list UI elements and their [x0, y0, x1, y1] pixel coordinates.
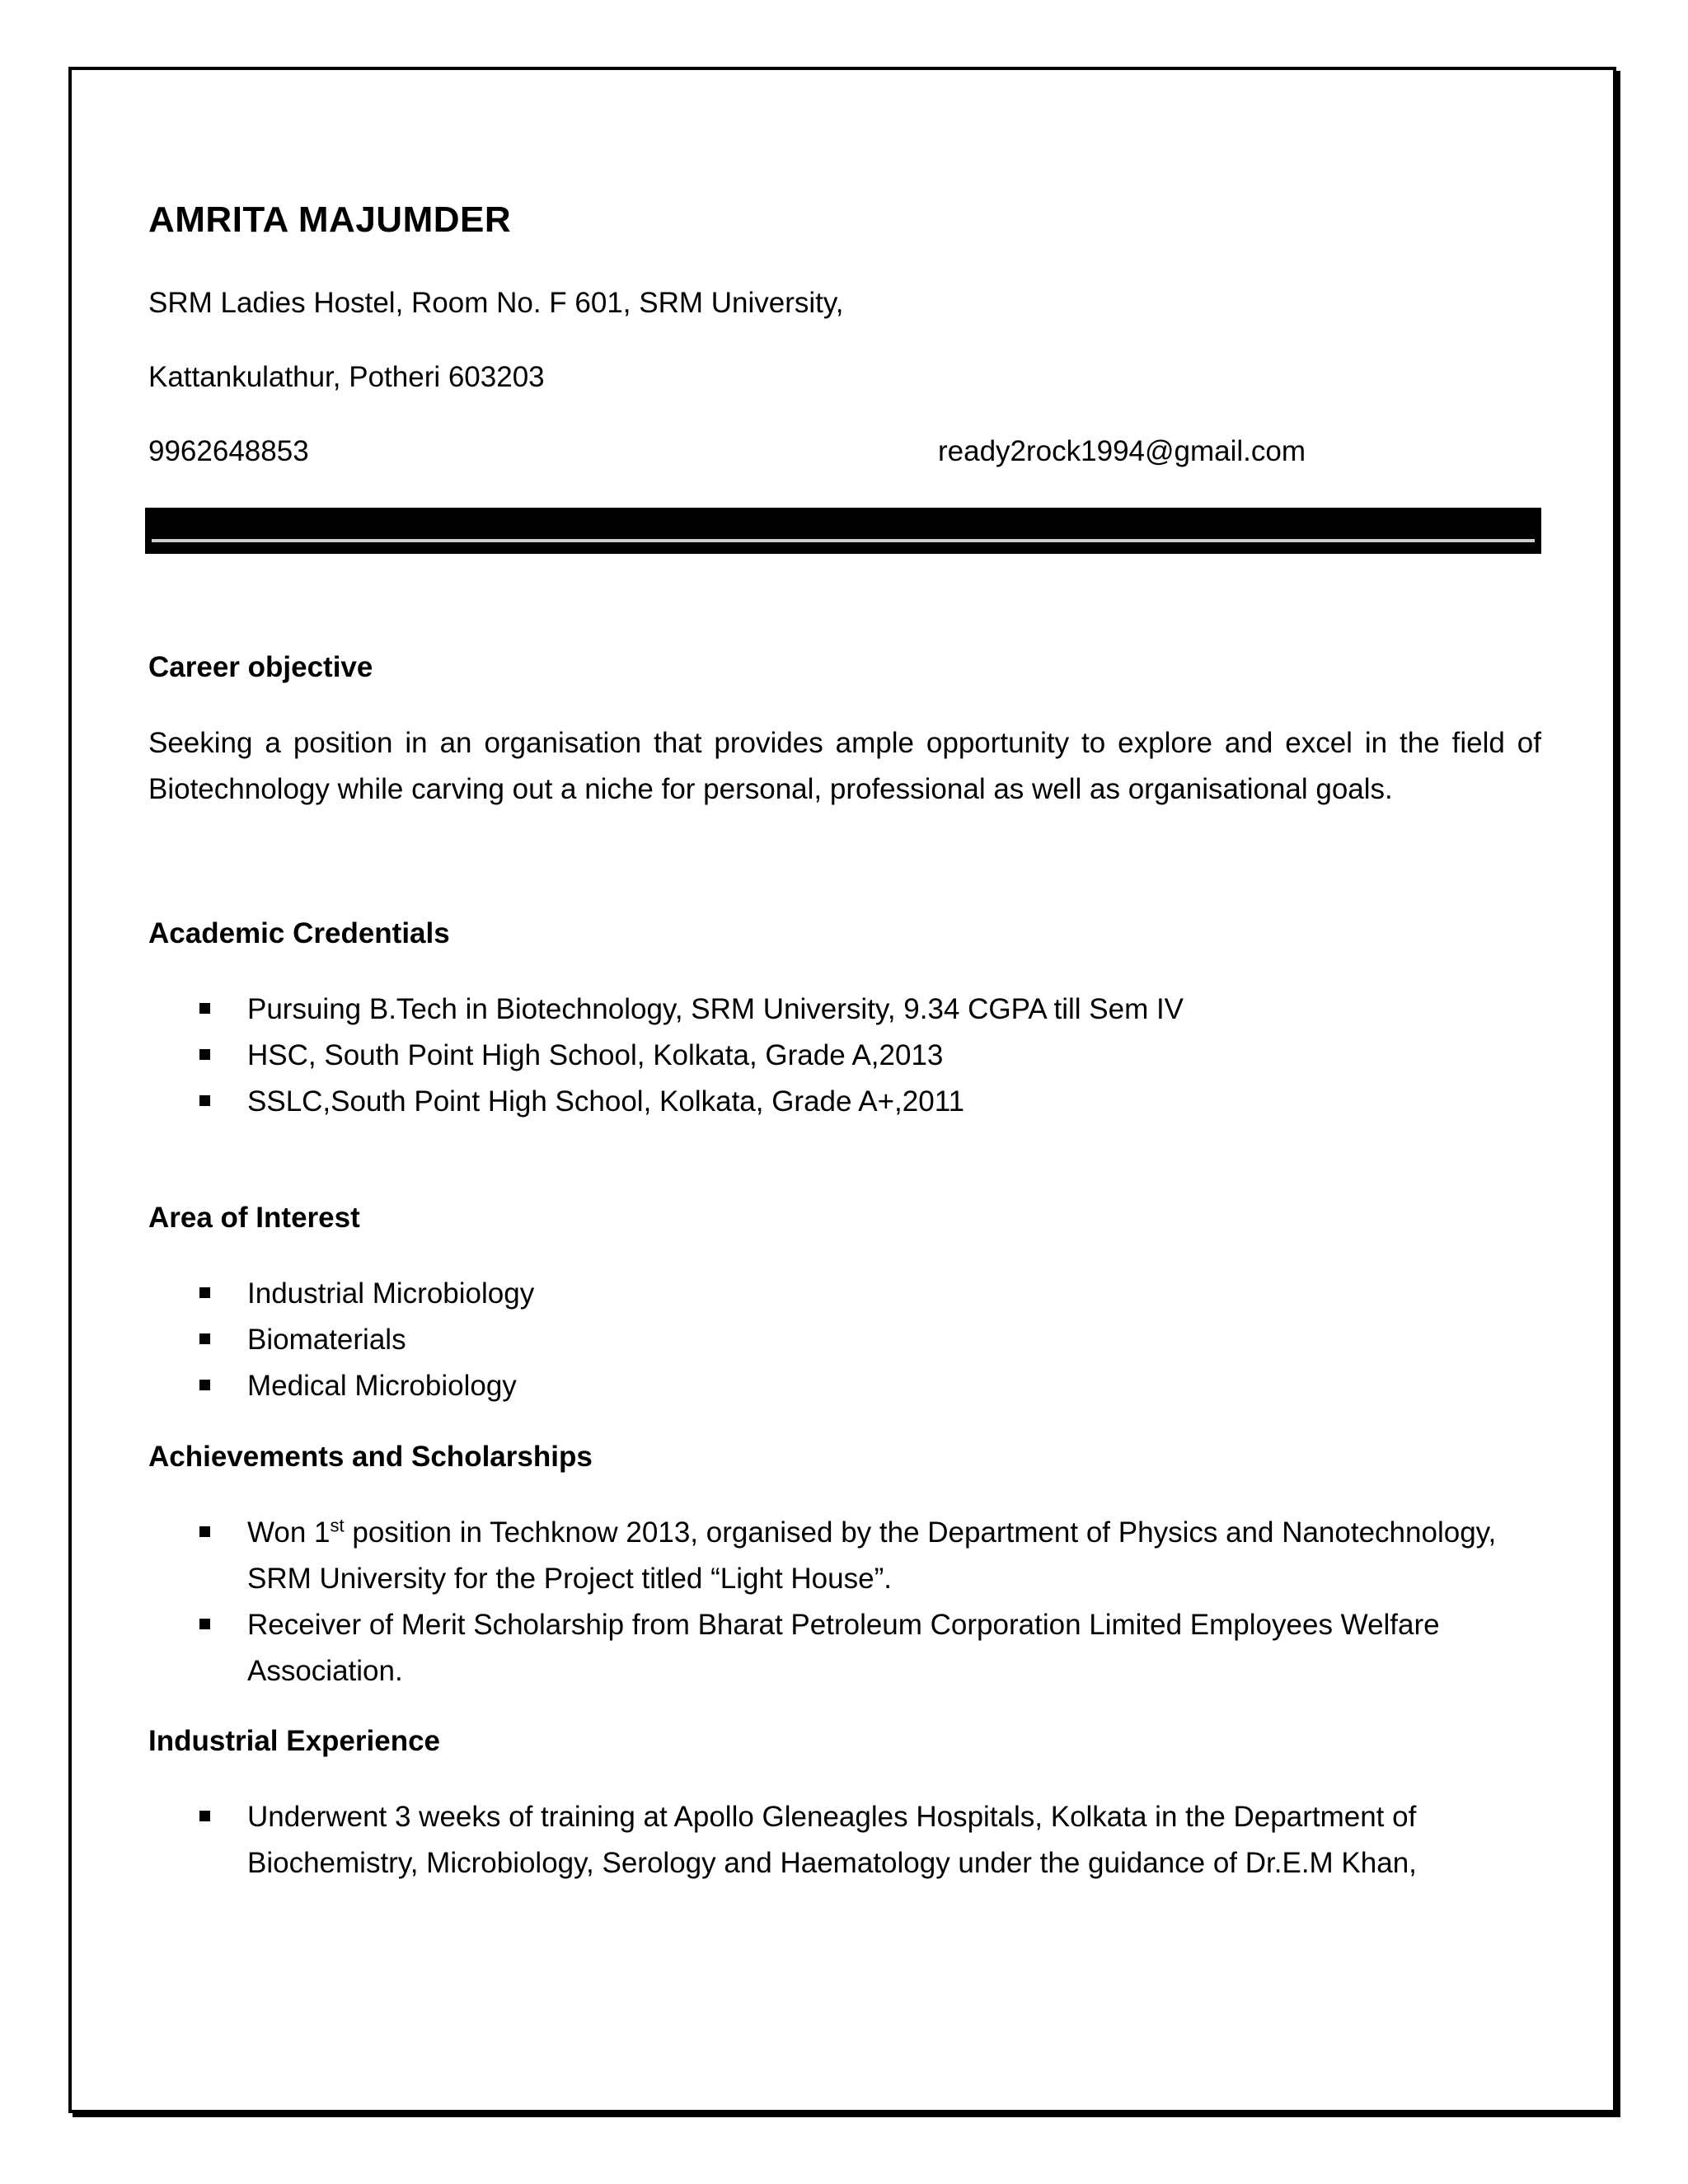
ordinal-superscript: st [330, 1515, 345, 1536]
address-line-2: Kattankulathur, Potheri 603203 [148, 361, 545, 393]
list-item [148, 1079, 1541, 1125]
career-objective-heading: Career objective [148, 651, 373, 683]
address-line-1: SRM Ladies Hostel, Room No. F 601, SRM University, [148, 287, 844, 319]
list-item [148, 987, 1541, 1033]
achievement-item-suffix: position in Techknow 2013, organised by the Department of Physics and Nanotechnology, SRM University for the Project titled “Light House”. [247, 1516, 1497, 1595]
achievement-item-prefix: Won 1 [247, 1516, 331, 1549]
interest-item: Medical Microbiology [247, 1370, 517, 1402]
achievement-item: Receiver of Merit Scholarship from Bharat Petroleum Corporation Limited Employees Welfare Association. [247, 1609, 1440, 1687]
list-item [148, 1510, 1541, 1602]
bullet-icon [199, 1526, 210, 1537]
bullet-icon [199, 1380, 210, 1390]
academic-credentials-heading: Academic Credentials [148, 917, 450, 949]
achievements-list [148, 1510, 1541, 1694]
achievements-heading: Achievements and Scholarships [148, 1441, 593, 1473]
bullet-icon [199, 1619, 210, 1629]
list-item [148, 1033, 1541, 1079]
bullet-icon [199, 1333, 210, 1344]
phone-number: 9962648853 [148, 435, 309, 467]
list-item [148, 1363, 1541, 1409]
industrial-experience-heading: Industrial Experience [148, 1725, 441, 1757]
bullet-icon [199, 1287, 210, 1298]
academic-item: Pursuing B.Tech in Biotechnology, SRM University, 9.34 CGPA till Sem IV [247, 993, 1184, 1025]
bullet-icon [199, 1003, 210, 1014]
email-address: ready2rock1994@gmail.com [938, 435, 1306, 467]
area-of-interest-list [148, 1271, 1541, 1409]
candidate-name: AMRITA MAJUMDER [148, 199, 512, 240]
list-item [148, 1794, 1541, 1886]
header-divider [145, 508, 1541, 554]
interest-item: Industrial Microbiology [247, 1277, 535, 1310]
bullet-icon [199, 1095, 210, 1106]
industrial-experience-list [148, 1794, 1541, 1886]
industrial-item: Underwent 3 weeks of training at Apollo Gleneagles Hospitals, Kolkata in the Department of Biochemistry, Microbiology, Serology and Haematology under the guidance of Dr.E.M Khan, [247, 1801, 1417, 1879]
academic-item: HSC, South Point High School, Kolkata, Grade A,2013 [247, 1039, 944, 1071]
area-of-interest-heading: Area of Interest [148, 1202, 360, 1234]
academic-item: SSLC,South Point High School, Kolkata, Grade A+,2011 [247, 1085, 965, 1118]
bullet-icon [199, 1049, 210, 1060]
bullet-icon [199, 1811, 210, 1821]
header-divider-highlight [152, 539, 1535, 542]
interest-item: Biomaterials [247, 1324, 406, 1356]
list-item [148, 1271, 1541, 1317]
academic-credentials-list [148, 987, 1541, 1125]
list-item [148, 1602, 1541, 1694]
list-item [148, 1317, 1541, 1363]
career-objective-text: Seeking a position in an organisation that provides ample opportunity to explore and excel in the field of Biotechnology while carving out a niche for personal, professional as well as organisational goals. [148, 727, 1541, 805]
